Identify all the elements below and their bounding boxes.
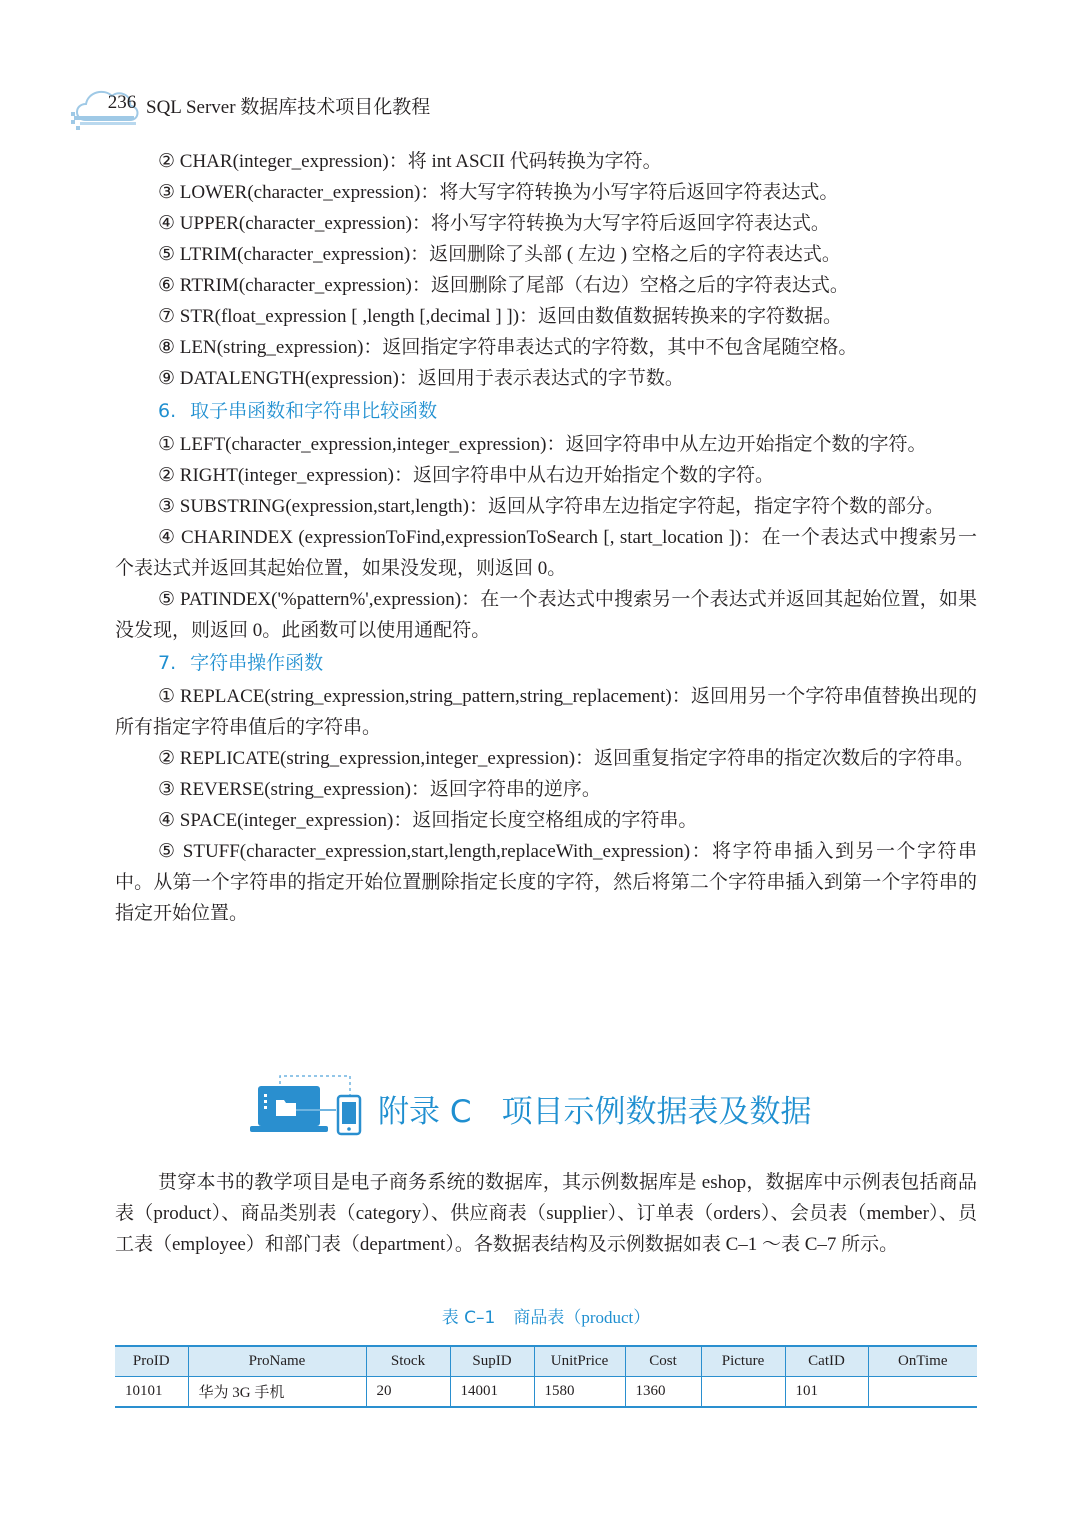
heading-number: 7. (158, 652, 177, 674)
table-cell: 1580 (534, 1377, 625, 1408)
table-cell: 1360 (625, 1377, 701, 1408)
page-number: 236 (107, 92, 137, 113)
paragraph: ⑥ RTRIM(character_expression)：返回删除了尾部（右边）空格之后的字符表达式。 (158, 275, 849, 296)
heading-number: 6. (158, 400, 177, 422)
table-title: 商品表 (513, 1308, 565, 1328)
paragraph: 贯穿本书的教学项目是电子商务系统的数据库，其示例数据库是 eshop，数据库中示例表包括商品表（product）、商品类别表（category）、供应商表（supplier）、订单表（orders）、会员表（member）、员工表（employee）和部门表（department）。各数据表结构及示例数据如表 C–1 ～表 C–7 所示。 (115, 1172, 977, 1255)
paragraph: ④ CHARINDEX (expressionToFind,expressionToSearch [, start_location ])：在一个表达式中搜索另一个表达式并返回其起始位置，如果没发现，则返回 0。 (115, 527, 977, 579)
laptop-phone-icon (250, 1074, 370, 1138)
column-header: Picture (701, 1346, 785, 1377)
column-header: SupID (450, 1346, 534, 1377)
paragraph: ② RIGHT(integer_expression)：返回字符串中从右边开始指定个数的字符。 (158, 465, 774, 486)
table-number: 表 C–1 (441, 1308, 496, 1328)
table-caption (115, 1303, 977, 1328)
table-title-english: （product） (564, 1308, 651, 1327)
table-cell (701, 1377, 785, 1408)
column-header: CatID (785, 1346, 868, 1377)
column-header: UnitPrice (534, 1346, 625, 1377)
paragraph: ④ SPACE(integer_expression)：返回指定长度空格组成的字符串。 (158, 810, 698, 831)
paragraph: ① LEFT(character_expression,integer_expression)：返回字符串中从左边开始指定个数的字符。 (158, 434, 927, 455)
paragraph: ④ UPPER(character_expression)：将小写字符转换为大写字符后返回字符表达式。 (158, 213, 830, 234)
section-heading-7 (115, 648, 977, 679)
table-cell: 华为 3G 手机 (188, 1377, 366, 1408)
running-header (66, 82, 486, 132)
heading-text: 字符串操作函数 (190, 652, 324, 674)
paragraph: ⑤ PATINDEX('%pattern%',expression)：在一个表达式中搜索另一个表达式并返回其起始位置，如果没发现，则返回 0。此函数可以使用通配符。 (115, 589, 977, 641)
product-table (115, 1345, 977, 1408)
column-header: Cost (625, 1346, 701, 1377)
paragraph: ⑦ STR(float_expression [ ,length [,decimal ] ])：返回由数值数据转换来的字符数据。 (158, 306, 843, 327)
paragraph: ② CHAR(integer_expression)：将 int ASCII 代码转换为字符。 (158, 151, 662, 172)
paragraph: ⑤ LTRIM(character_expression)：返回删除了头部 ( 左边 ) 空格之后的字符表达式。 (158, 244, 841, 265)
column-header: ProID (115, 1346, 188, 1377)
column-header: ProName (188, 1346, 366, 1377)
table-header-row (115, 1346, 977, 1377)
table-cell: 20 (366, 1377, 450, 1408)
book-title: SQL Server 数据库技术项目化教程 (146, 97, 431, 118)
column-header: Stock (366, 1346, 450, 1377)
paragraph: ③ SUBSTRING(expression,start,length)：返回从字符串左边指定字符起，指定字符个数的部分。 (158, 496, 944, 517)
table-cell: 10101 (115, 1377, 188, 1408)
appendix-title (378, 1086, 812, 1131)
appendix-label: 附录 C (378, 1094, 472, 1130)
paragraph: ③ LOWER(character_expression)：将大写字符转换为小写字符后返回字符表达式。 (158, 182, 839, 203)
heading-text: 取子串函数和字符串比较函数 (190, 400, 438, 422)
paragraph: ③ REVERSE(string_expression)：返回字符串的逆序。 (158, 779, 601, 800)
table-row (115, 1377, 977, 1408)
paragraph: ② REPLICATE(string_expression,integer_expression)：返回重复指定字符串的指定次数后的字符串。 (158, 748, 975, 769)
table-cell: 101 (785, 1377, 868, 1408)
paragraph: ⑨ DATALENGTH(expression)：返回用于表示表达式的字节数。 (158, 368, 684, 389)
table-cell: 14001 (450, 1377, 534, 1408)
paragraph: ⑧ LEN(string_expression)：返回指定字符串表达式的字符数，其中不包含尾随空格。 (158, 337, 858, 358)
main-content (115, 146, 977, 929)
table-cell (868, 1377, 977, 1408)
appendix-intro (115, 1167, 977, 1260)
column-header: OnTime (868, 1346, 977, 1377)
appendix-heading (250, 1074, 890, 1138)
section-heading-6 (115, 396, 977, 427)
paragraph: ⑤ STUFF(character_expression,start,length,replaceWith_expression)：将字符串插入到另一个字符串中。从第一个字符串的指定开始位置删除指定长度的字符，然后将第二个字符串插入到第一个字符串的指定开始位置。 (115, 841, 977, 924)
paragraph: ① REPLACE(string_expression,string_pattern,string_replacement)：返回用另一个字符串值替换出现的所有指定字符串值后的字符串。 (115, 686, 977, 738)
appendix-title-text: 项目示例数据表及数据 (501, 1094, 812, 1130)
